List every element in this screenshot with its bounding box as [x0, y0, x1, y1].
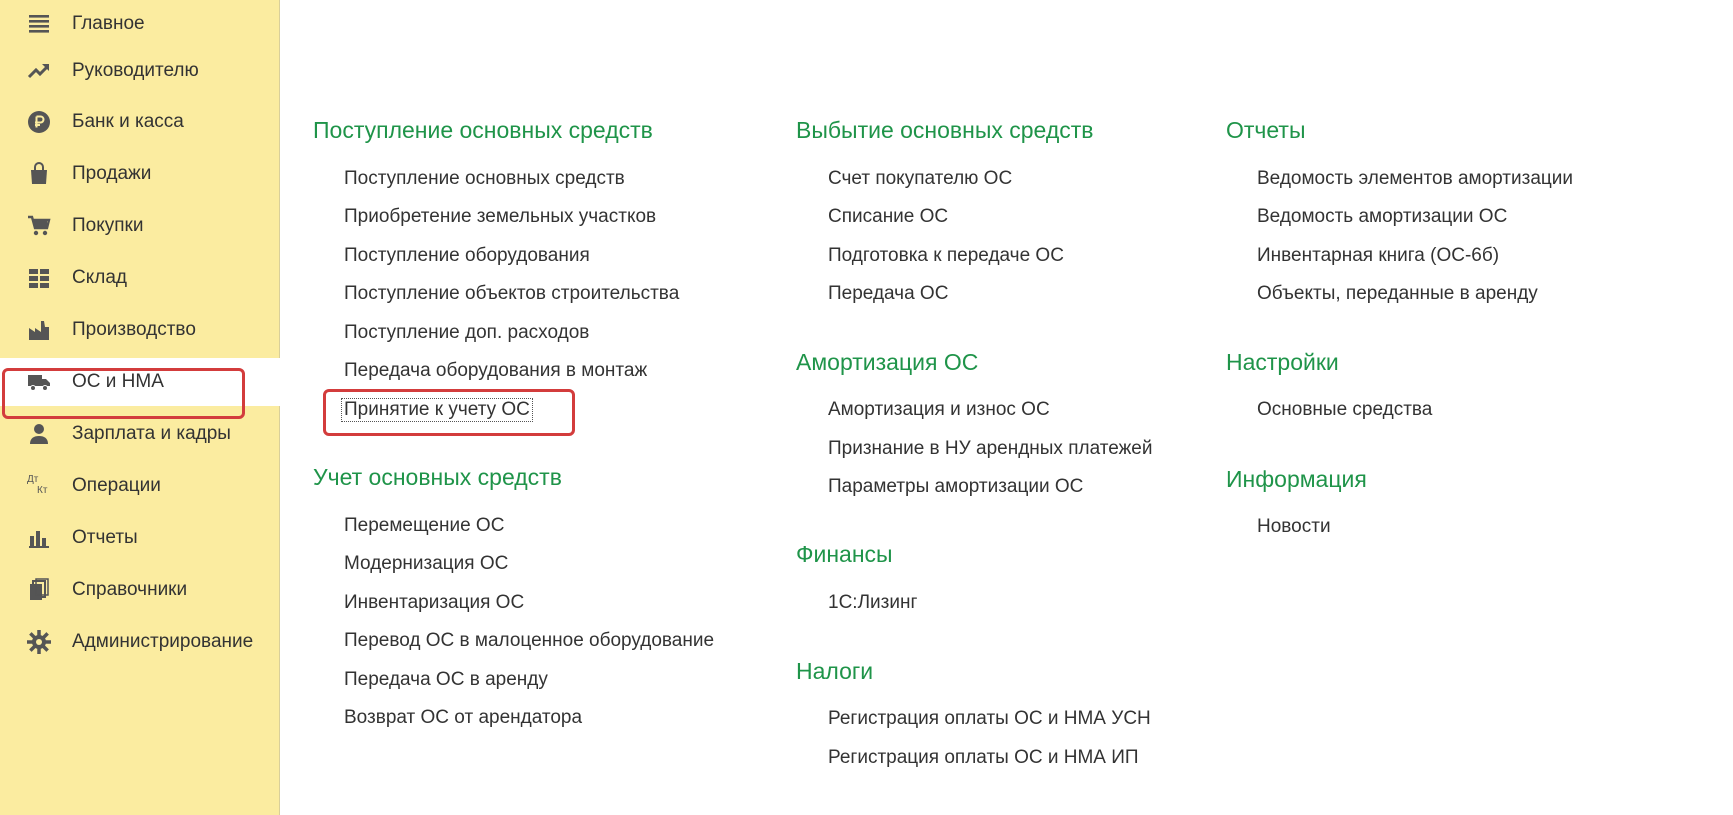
- section-title-finance: Финансы: [796, 541, 893, 567]
- sidebar-item-label: Зарплата и кадры: [72, 423, 231, 444]
- link-asset-transfer[interactable]: Перемещение ОС: [344, 515, 505, 536]
- link-accept-for-accounting[interactable]: Принятие к учету ОС: [341, 398, 533, 422]
- link-fixed-assets-settings[interactable]: Основные средства: [1257, 399, 1433, 420]
- link-depreciation-wear[interactable]: Амортизация и износ ОС: [828, 399, 1050, 420]
- sidebar-item-reports[interactable]: [0, 514, 279, 562]
- person-icon: [26, 421, 52, 447]
- dt-kt-icon: Дт Кт: [27, 474, 48, 496]
- link-low-value-conversion[interactable]: Перевод ОС в малоценное оборудование: [344, 630, 715, 651]
- link-depreciation-parameters[interactable]: Параметры амортизации ОС: [828, 476, 1084, 497]
- bar-chart-icon: [26, 525, 52, 551]
- link-leasing[interactable]: 1С:Лизинг: [828, 592, 918, 613]
- link-lease-payments-recognition[interactable]: Признание в НУ арендных платежей: [828, 438, 1153, 459]
- section-title-info: Информация: [1226, 466, 1367, 492]
- link-news[interactable]: Новости: [1257, 516, 1331, 537]
- sidebar-item-label: Покупки: [72, 215, 144, 236]
- section-title-taxes: Налоги: [796, 658, 874, 684]
- sidebar-item-sales[interactable]: [0, 150, 279, 198]
- factory-icon: [26, 317, 52, 343]
- truck-icon: [26, 369, 52, 395]
- link-construction-receipt[interactable]: Поступление объектов строительства: [344, 283, 680, 304]
- sidebar-item-label: Производство: [72, 319, 196, 340]
- link-leased-objects[interactable]: Объекты, переданные в аренду: [1257, 283, 1538, 304]
- link-asset-handover[interactable]: Передача ОС: [828, 283, 949, 304]
- ruble-coin-icon: [26, 109, 52, 135]
- sidebar-item-main[interactable]: [0, 0, 279, 48]
- link-lease-out[interactable]: Передача ОС в аренду: [344, 669, 548, 690]
- sidebar-item-label: ОС и НМА: [72, 371, 164, 392]
- sidebar-item-label: Банк и касса: [72, 111, 184, 132]
- sidebar-item-fixed-assets[interactable]: [0, 358, 280, 406]
- menu-lines-icon: [26, 11, 52, 37]
- section-title-disposal: Выбытие основных средств: [796, 117, 1094, 143]
- sidebar: [0, 0, 280, 815]
- section-title-receipt: Поступление основных средств: [313, 117, 653, 143]
- sidebar-item-administration[interactable]: [0, 618, 279, 666]
- link-land-acquisition[interactable]: Приобретение земельных участков: [344, 206, 657, 227]
- sidebar-item-production[interactable]: [0, 306, 279, 354]
- link-depreciation-elements-statement[interactable]: Ведомость элементов амортизации: [1257, 168, 1574, 189]
- sidebar-item-directories[interactable]: [0, 566, 279, 614]
- link-write-off[interactable]: Списание ОС: [828, 206, 949, 227]
- shopping-bag-icon: [26, 161, 52, 187]
- sidebar-item-label: Главное: [72, 13, 145, 34]
- sidebar-item-warehouse[interactable]: [0, 254, 279, 302]
- sidebar-item-label: Руководителю: [72, 60, 199, 81]
- sidebar-item-label: Операции: [72, 475, 161, 496]
- sidebar-item-label: Склад: [72, 267, 127, 288]
- link-asset-inventory[interactable]: Инвентаризация ОС: [344, 592, 525, 613]
- shopping-cart-icon: [26, 213, 52, 239]
- sidebar-item-purchases[interactable]: [0, 202, 279, 250]
- link-equipment-installation[interactable]: Передача оборудования в монтаж: [344, 360, 648, 381]
- sidebar-item-bank[interactable]: [0, 98, 279, 146]
- books-icon: [26, 577, 52, 603]
- link-additional-expenses[interactable]: Поступление доп. расходов: [344, 322, 590, 343]
- sidebar-item-salary[interactable]: [0, 410, 279, 458]
- section-title-settings: Настройки: [1226, 349, 1339, 375]
- sidebar-item-operations[interactable]: [0, 462, 279, 510]
- section-title-depreciation: Амортизация ОС: [796, 349, 979, 375]
- trend-up-icon: [26, 58, 52, 84]
- sidebar-item-manager[interactable]: [0, 47, 279, 95]
- link-return-from-lessee[interactable]: Возврат ОС от арендатора: [344, 707, 583, 728]
- sidebar-item-label: Администрирование: [72, 631, 254, 652]
- sidebar-item-label: Справочники: [72, 579, 188, 600]
- section-title-reports: Отчеты: [1226, 117, 1306, 143]
- link-depreciation-statement[interactable]: Ведомость амортизации ОС: [1257, 206, 1508, 227]
- sidebar-item-label: Продажи: [72, 163, 152, 184]
- link-equipment-receipt[interactable]: Поступление оборудования: [344, 245, 590, 266]
- warehouse-grid-icon: [26, 265, 52, 291]
- section-title-accounting: Учет основных средств: [313, 464, 562, 490]
- sidebar-item-label: Отчеты: [72, 527, 138, 548]
- link-receipt-fixed-assets[interactable]: Поступление основных средств: [344, 168, 625, 189]
- link-asset-modernization[interactable]: Модернизация ОС: [344, 553, 509, 574]
- gear-icon: [26, 629, 52, 655]
- link-transfer-preparation[interactable]: Подготовка к передаче ОС: [828, 245, 1064, 266]
- link-inventory-book[interactable]: Инвентарная книга (ОС-6б): [1257, 245, 1500, 266]
- link-payment-registration-usn[interactable]: Регистрация оплаты ОС и НМА УСН: [828, 708, 1151, 729]
- link-payment-registration-ip[interactable]: Регистрация оплаты ОС и НМА ИП: [828, 747, 1139, 768]
- link-buyer-invoice[interactable]: Счет покупателю ОС: [828, 168, 1013, 189]
